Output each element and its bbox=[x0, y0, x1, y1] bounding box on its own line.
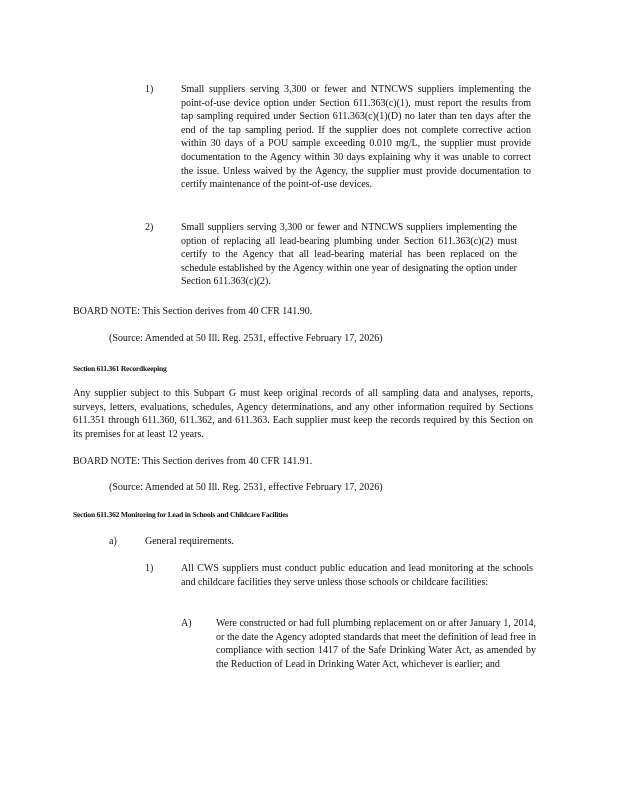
item-362-1-marker: 1) bbox=[145, 563, 154, 574]
recordkeeping-body: Any supplier subject to this Subpart G must keep original records of all sampling data and analyses, reports, surveys, letters, evaluations, schedules, Agency determinations, and any other information required by Sections 611.351 through 611.360, 611.362, and 611.363. Each supplier must keep the records required by this Section on its premises for at least 12 years. bbox=[73, 388, 533, 440]
item-362-1A-text: Were constructed or had full plumbing replacement on or after January 1, 2014, or the date the Agency adopted standards that meet the definition of lead free in compliance with section 1417 of the Safe Drinking Water Act, as amended by the Reduction of Lead in Drinking Water Act, whichever is earlier; and bbox=[216, 618, 536, 670]
item-1-text: Small suppliers serving 3,300 or fewer and NTNCWS suppliers implementing the point-of-use device option under Section 611.363(c)(1), must report the results from tap sampling required under Section 611.363(c)(1)(D) no later than ten days after the end of the tap sampling period. If the supplier does not complete corrective action within 30 days of a POU sample exceeding 0.010 mg/L, the supplier must provide documentation to the Agency within 30 days explaining why it was unable to correct the issue. Unless waived by the Agency, the supplier must provide documentation to certify maintenance of the point-of-use devices. bbox=[181, 84, 531, 191]
item-362-1A-marker: A) bbox=[181, 618, 192, 629]
source-note-1: (Source: Amended at 50 Ill. Reg. 2531, effective February 17, 2026) bbox=[109, 333, 383, 344]
source-note-2: (Source: Amended at 50 Ill. Reg. 2531, effective February 17, 2026) bbox=[109, 482, 383, 493]
section-heading-611-362: Section 611.362 Monitoring for Lead in Schools and Childcare Facilities bbox=[73, 510, 289, 519]
subsection-a-text: General requirements. bbox=[145, 536, 234, 547]
section-heading-611-361: Section 611.361 Recordkeeping bbox=[73, 364, 167, 373]
item-362-1-text: All CWS suppliers must conduct public education and lead monitoring at the schools and childcare facilities they serve unless those schools or childcare facilities: bbox=[181, 563, 533, 588]
item-2-marker: 2) bbox=[145, 222, 154, 233]
item-1-marker: 1) bbox=[145, 84, 154, 95]
board-note-141-91: BOARD NOTE: This Section derives from 40 CFR 141.91. bbox=[73, 456, 313, 467]
item-2-text: Small suppliers serving 3,300 or fewer and NTNCWS suppliers implementing the option of replacing all lead-bearing plumbing under Section 611.363(c)(2) must certify to the Agency that all lead-bearing material has been replaced on the schedule established by the Agency within one year of designating the option under Section 611.363(c)(2). bbox=[181, 222, 517, 288]
subsection-a-marker: a) bbox=[109, 536, 117, 547]
board-note-141-90: BOARD NOTE: This Section derives from 40 CFR 141.90. bbox=[73, 306, 313, 317]
